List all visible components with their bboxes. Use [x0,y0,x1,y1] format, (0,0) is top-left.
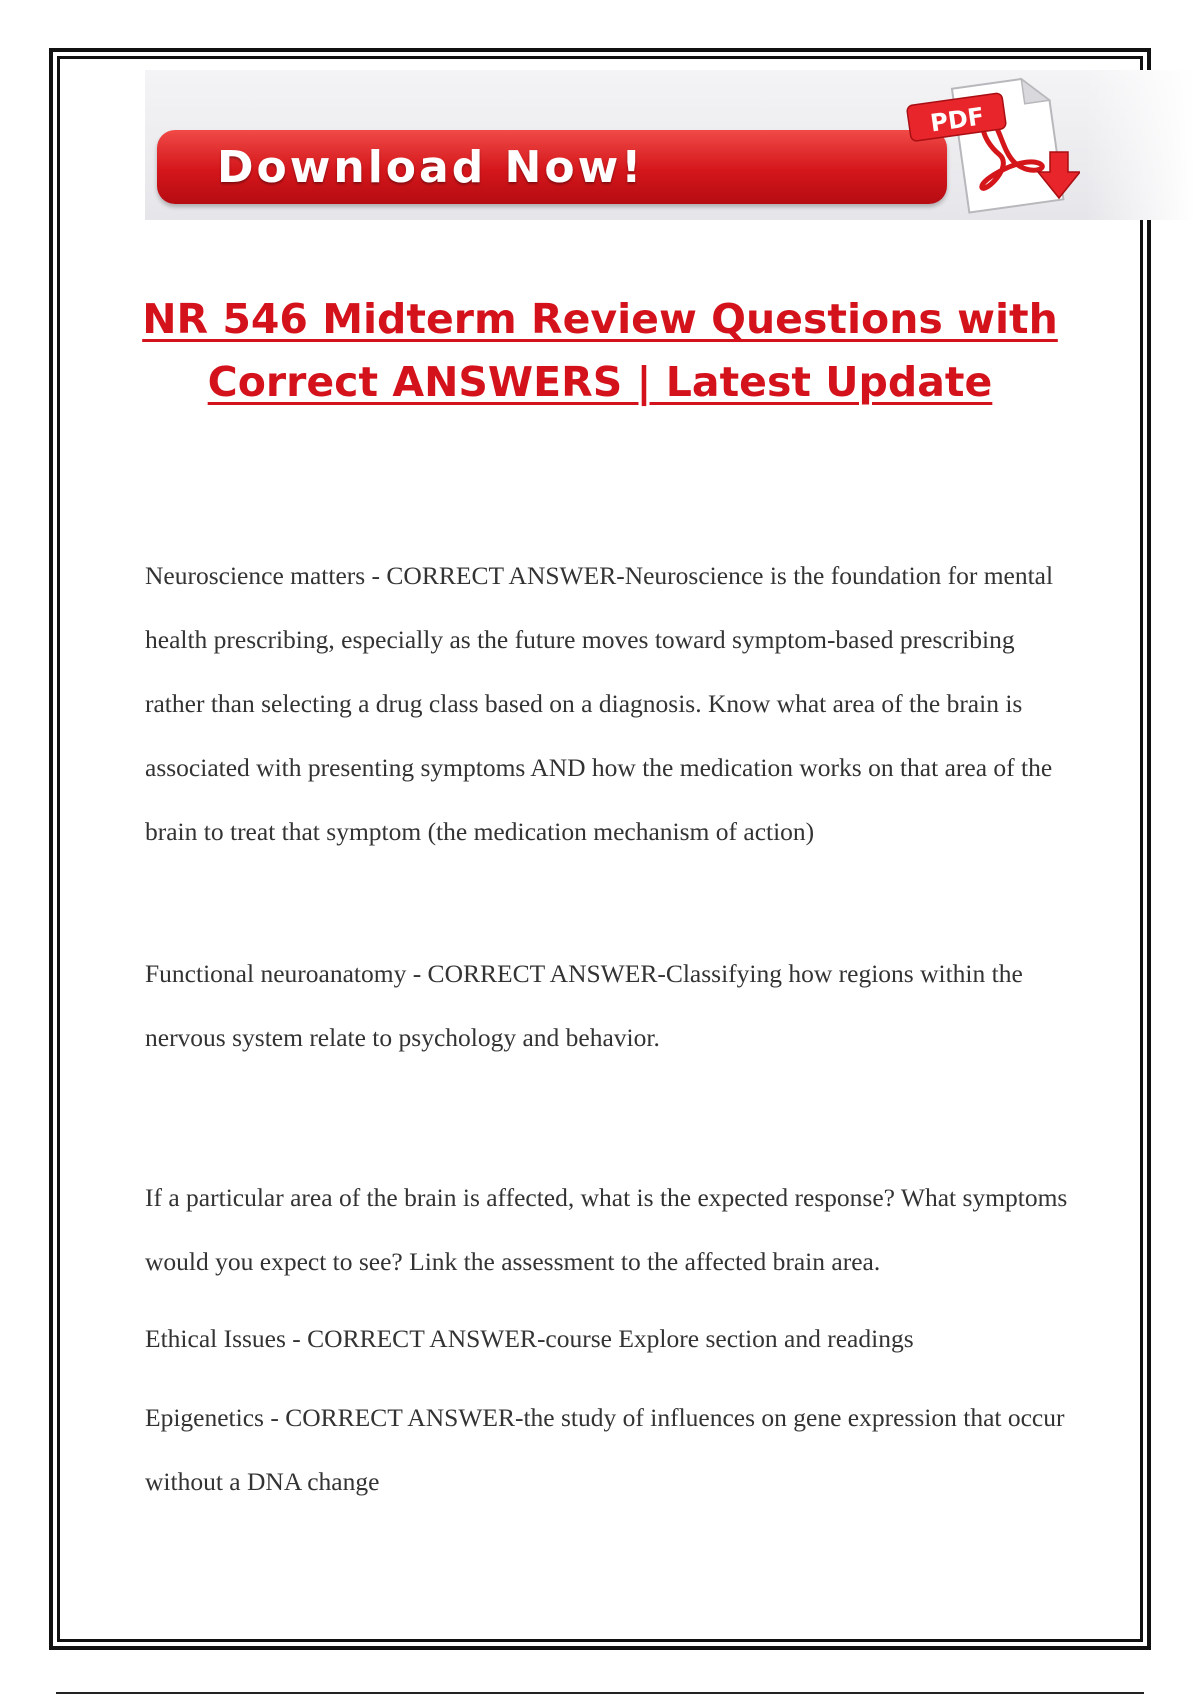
document-title [120,288,1080,414]
download-now-label: Download Now! [217,141,645,193]
bottom-divider [56,1692,1144,1694]
document-title-text: NR 546 Midterm Review Questions with Correct ANSWERS | Latest Update [142,295,1058,406]
download-banner [145,70,1195,220]
banner-fade [1085,70,1195,220]
question-paragraph-brain-area: If a particular area of the brain is affected, what is the expected response? What symptoms would you expect to see? Link the assessment to the affected brain area. [145,1183,1068,1276]
qa-paragraph-ethical-issues: Ethical Issues - CORRECT ANSWER-course Explore section and readings [145,1324,914,1353]
qa-paragraph-functional-neuroanatomy: Functional neuroanatomy - CORRECT ANSWER-Classifying how regions within the nervous system relate to psychology and behavior. [145,959,1023,1052]
pdf-badge-label: PDF [928,102,986,138]
pdf-document-icon [880,74,1080,214]
download-now-button[interactable] [157,130,947,204]
qa-paragraph-neuroscience-matters: Neuroscience matters - CORRECT ANSWER-Neuroscience is the foundation for mental health prescribing, especially as the future moves toward symptom-based prescribing rather than selecting a drug class based on a diagnosis. Know what area of the brain is associated with presenting symptoms AND how the medication works on that area of the brain to treat that symptom (the medication mechanism of action) [145,561,1054,846]
qa-paragraph-epigenetics: Epigenetics - CORRECT ANSWER-the study of influences on gene expression that occur without a DNA change [145,1403,1065,1496]
